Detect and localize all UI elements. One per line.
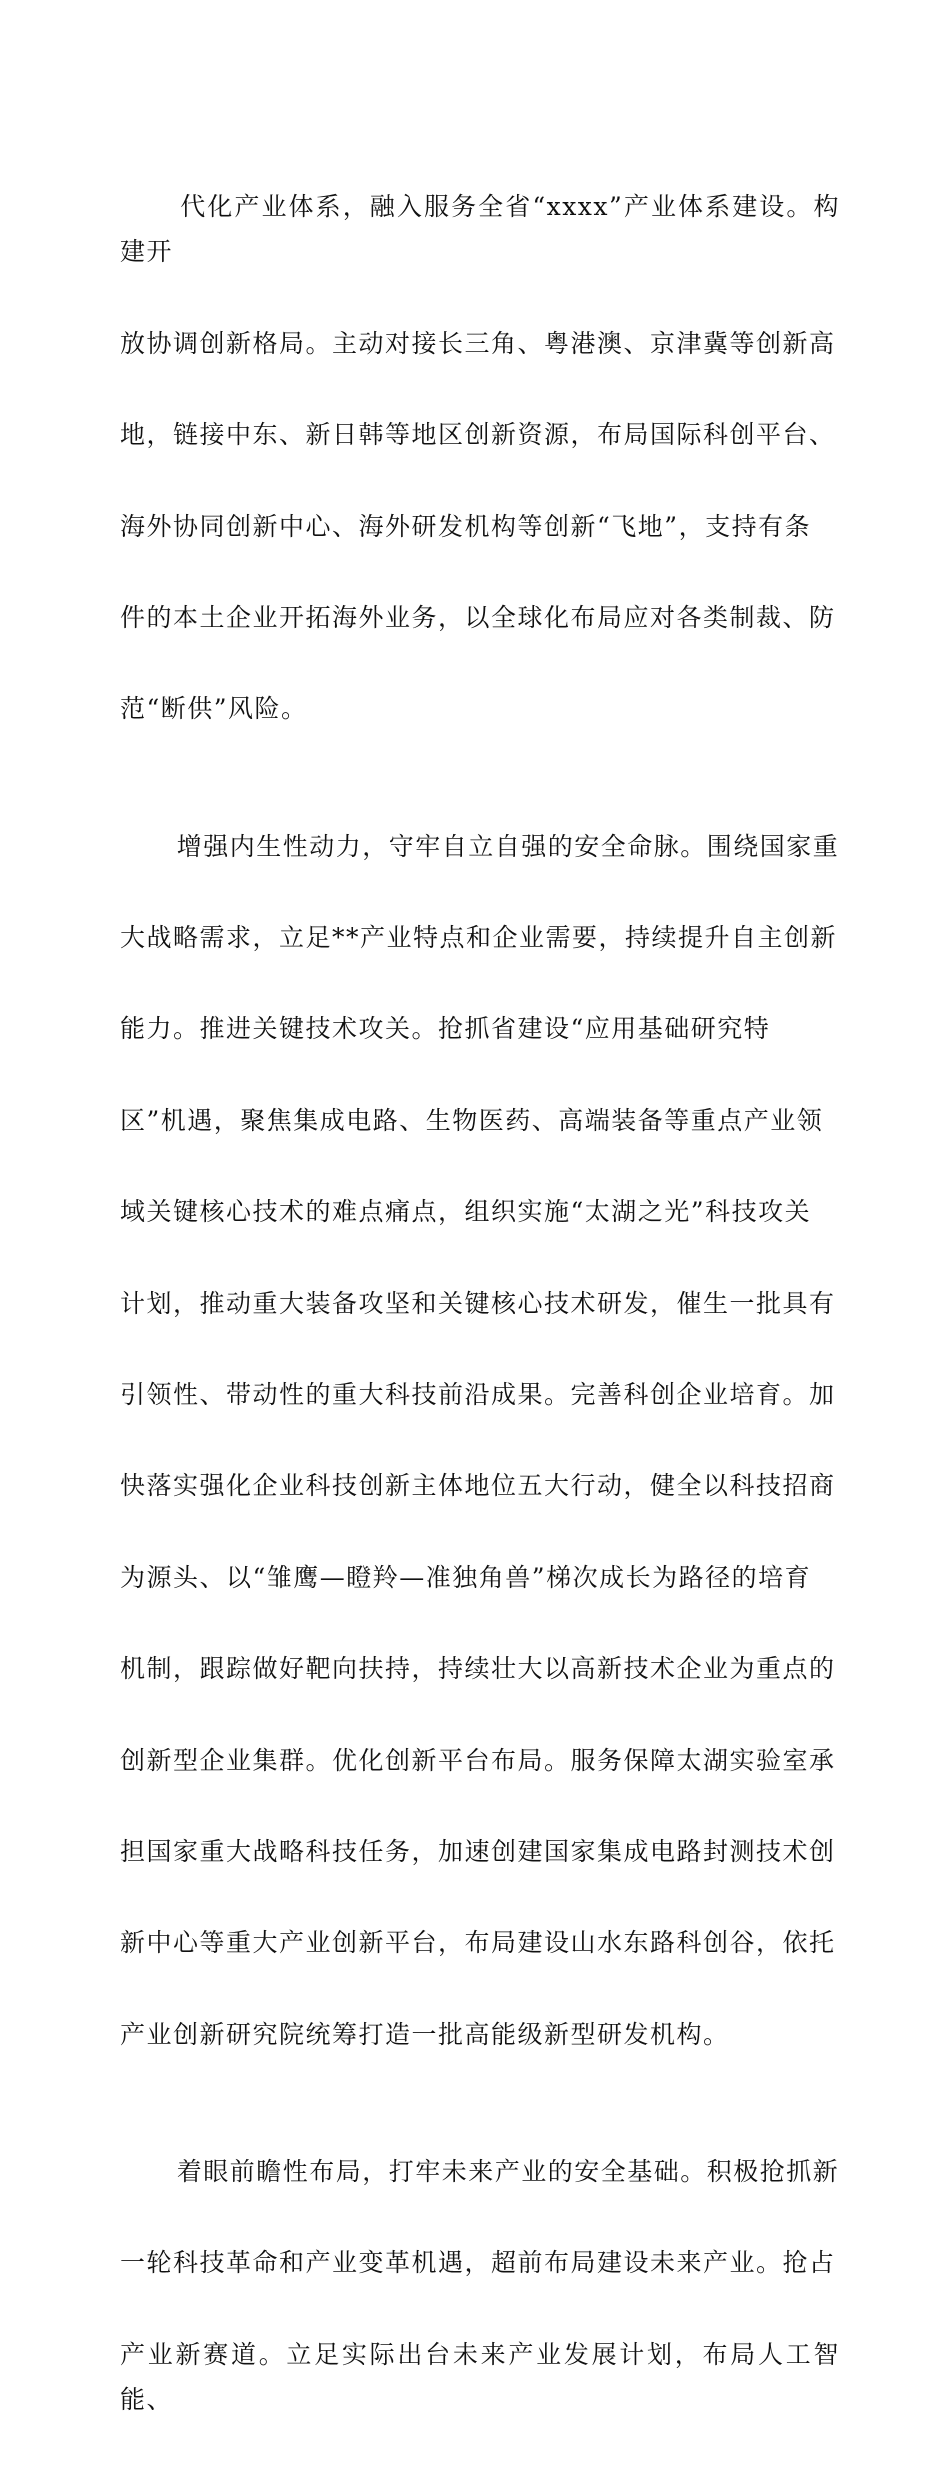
text-line: 快落实强化企业科技创新主体地位五大行动，健全以科技招商 xyxy=(120,1471,836,1501)
text-line: 海外协同创新中心、海外研发机构等创新“飞地”，支持有条 xyxy=(120,511,812,541)
text-line: 为源头、以“雏鹰—瞪羚—准独角兽”梯次成长为路径的培育 xyxy=(120,1562,812,1592)
text-line: 大战略需求，立足**产业特点和企业需要，持续提升自主创新 xyxy=(120,922,838,952)
text-line: 产业创新研究院统筹打造一批高能级新型研发机构。 xyxy=(120,2019,730,2049)
text-line: 一轮科技革命和产业变革机遇，超前布局建设未来产业。抢占 xyxy=(120,2248,836,2278)
paragraph-continuation xyxy=(120,138,840,778)
text-line: 新中心等重大产业创新平台，布局建设山水东路科创谷，依托 xyxy=(120,1928,836,1958)
text-line: 机制，跟踪做好靶向扶持，持续壮大以高新技术企业为重点的 xyxy=(120,1654,836,1684)
text-line: 放协调创新格局。主动对接长三角、粤港澳、京津冀等创新高 xyxy=(120,328,836,358)
text-line: 着眼前瞻性布局，打牢未来产业的安全基础。积极抢抓新 xyxy=(176,2156,840,2186)
text-line: 担国家重大战略科技任务，加速创建国家集成电路封测技术创 xyxy=(120,1837,836,1867)
text-line: 地，链接中东、新日韩等地区创新资源，布局国际科创平台、 xyxy=(120,420,836,450)
text-line: 域关键核心技术的难点痛点，组织实施“太湖之光”科技攻关 xyxy=(120,1197,812,1227)
paragraph-forward-layout xyxy=(120,2103,840,2469)
text-line: 增强内生性动力，守牢自立自强的安全命脉。围绕国家重 xyxy=(176,831,840,861)
text-line: 件的本土企业开拓海外业务，以全球化布局应对各类制裁、防 xyxy=(120,603,836,633)
body-text xyxy=(120,138,840,2469)
text-line: 计划，推动重大装备攻坚和关键核心技术研发，催生一批具有 xyxy=(120,1288,836,1318)
text-line: 产业新赛道。立足实际出台未来产业发展计划，布局人工智能、 xyxy=(120,2339,840,2415)
text-line: 能力。推进关键技术攻关。抢抓省建设“应用基础研究特 xyxy=(120,1014,771,1044)
text-line: 区”机遇，聚焦集成电路、生物医药、高端装备等重点产业领 xyxy=(120,1105,824,1135)
text-line: 范“断供”风险。 xyxy=(120,694,308,724)
text-line: 代化产业体系，融入服务全省“xxxx”产业体系建设。构建开 xyxy=(120,191,840,267)
text-line: 创新型企业集群。优化创新平台布局。服务保障太湖实验室承 xyxy=(120,1745,836,1775)
text-line: 引领性、带动性的重大科技前沿成果。完善科创企业培育。加 xyxy=(120,1379,836,1409)
paragraph-endogenous-power xyxy=(120,778,840,2103)
